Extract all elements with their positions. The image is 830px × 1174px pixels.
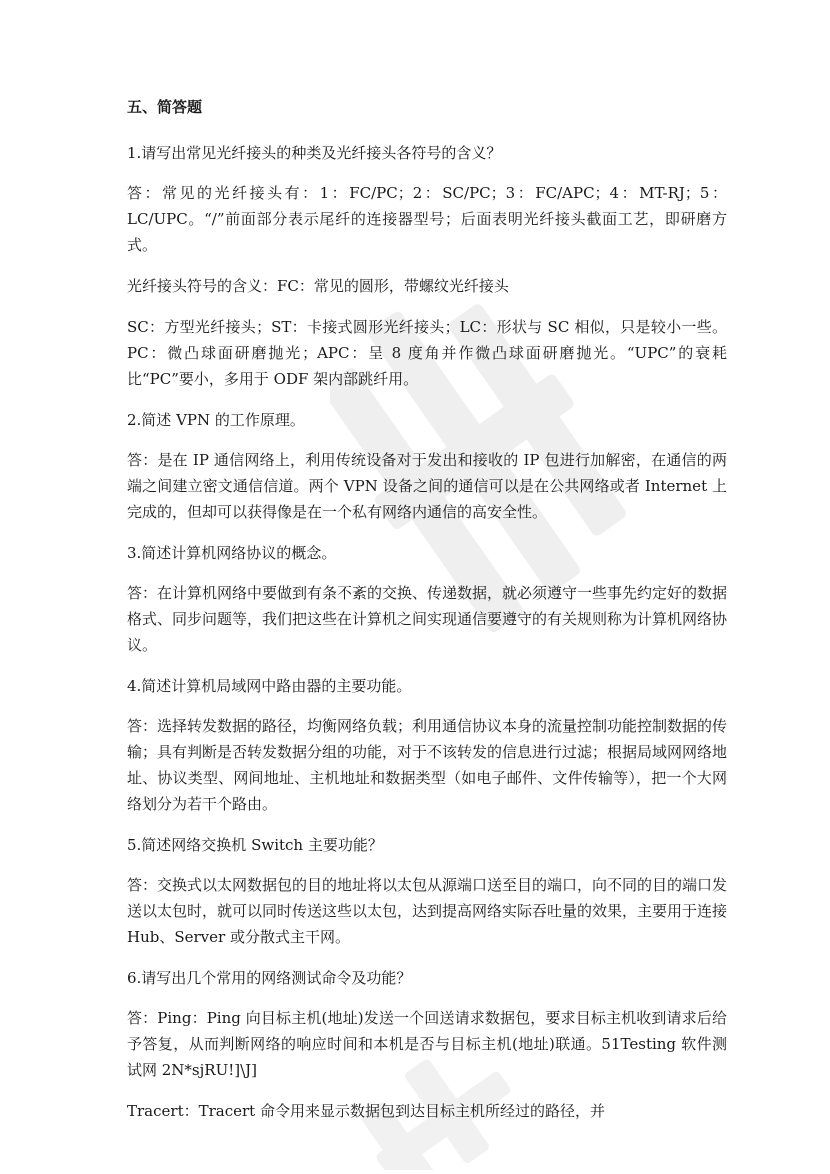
answer-5: 答：交换式以太网数据包的目的地址将以太包从源端口送至目的端口，向不同的目的端口发送以太包时，就可以同时传送这些以太包，达到提高网络实际吞吐量的效果，主要用于连接 Hub、Server 或分散式主干网。	[127, 876, 732, 946]
answer-6-ping: 答：Ping：Ping 向目标主机(地址)发送一个回送请求数据包，要求目标主机收到请求后给予答复，从而判断网络的响应时间和本机是否与目标主机(地址)联通。51Testing 软件测试网 2N*sjRU!]\J]	[127, 1009, 727, 1079]
document-body	[127, 96, 732, 1139]
answer-4: 答：选择转发数据的路径，均衡网络负载；利用通信协议本身的流量控制功能控制数据的传输；具有判断是否转发数据分组的功能，对于不该转发的信息进行过滤；根据局域网网络地址、协议类型、网间地址、主机地址和数据类型（如电子邮件、文件传输等），把一个大网络划分为若干个路由。	[127, 717, 728, 813]
answer-1: 答：常见的光纤接头有：1：FC/PC；2：SC/PC；3：FC/APC；4：MT-RJ；5：LC/UPC。“/”前面部分表示尾纤的连接器型号；后面表明光纤接头截面工艺，即研磨方式。	[127, 184, 727, 254]
question-1: 1.请写出常见光纤接头的种类及光纤接头各符号的含义？	[127, 144, 502, 162]
answer-2: 答：是在 IP 通信网络上，利用传统设备对于发出和接收的 IP 包进行加解密，在通信的两端之间建立密文通信信道。两个 VPN 设备之间的通信可以是在公共网络或者 Internet 上完成的，但却可以获得像是在一个私有网络内通信的高安全性。	[127, 451, 727, 521]
answer-1-symbols: 光纤接头符号的含义：FC：常见的圆形，带螺纹光纤接头	[127, 277, 509, 295]
question-3: 3.简述计算机网络协议的概念。	[127, 544, 337, 562]
question-5: 5.简述网络交换机 Switch 主要功能？	[127, 836, 383, 854]
answer-6-tracert: Tracert：Tracert 命令用来显示数据包到达目标主机所经过的路径，并	[127, 1102, 605, 1120]
question-6: 6.请写出几个常用的网络测试命令及功能？	[127, 969, 412, 987]
answer-1-details: SC：方型光纤接头；ST：卡接式圆形光纤接头；LC：形状与 SC 相似，只是较小一些。PC：微凸球面研磨抛光；APC：呈 8 度角并作微凸球面研磨抛光。“UPC”的衰耗比“PC”要小，多用于 ODF 架内部跳纤用。	[127, 318, 727, 388]
section-title: 五、简答题	[127, 98, 203, 116]
question-4: 4.简述计算机局域网中路由器的主要功能。	[127, 677, 412, 695]
answer-3: 答：在计算机网络中要做到有条不紊的交换、传递数据，就必须遵守一些事先约定好的数据格式、同步问题等，我们把这些在计算机之间实现通信要遵守的有关规则称为计算机网络协议。	[127, 584, 728, 654]
question-2: 2.简述 VPN 的工作原理。	[127, 411, 305, 429]
